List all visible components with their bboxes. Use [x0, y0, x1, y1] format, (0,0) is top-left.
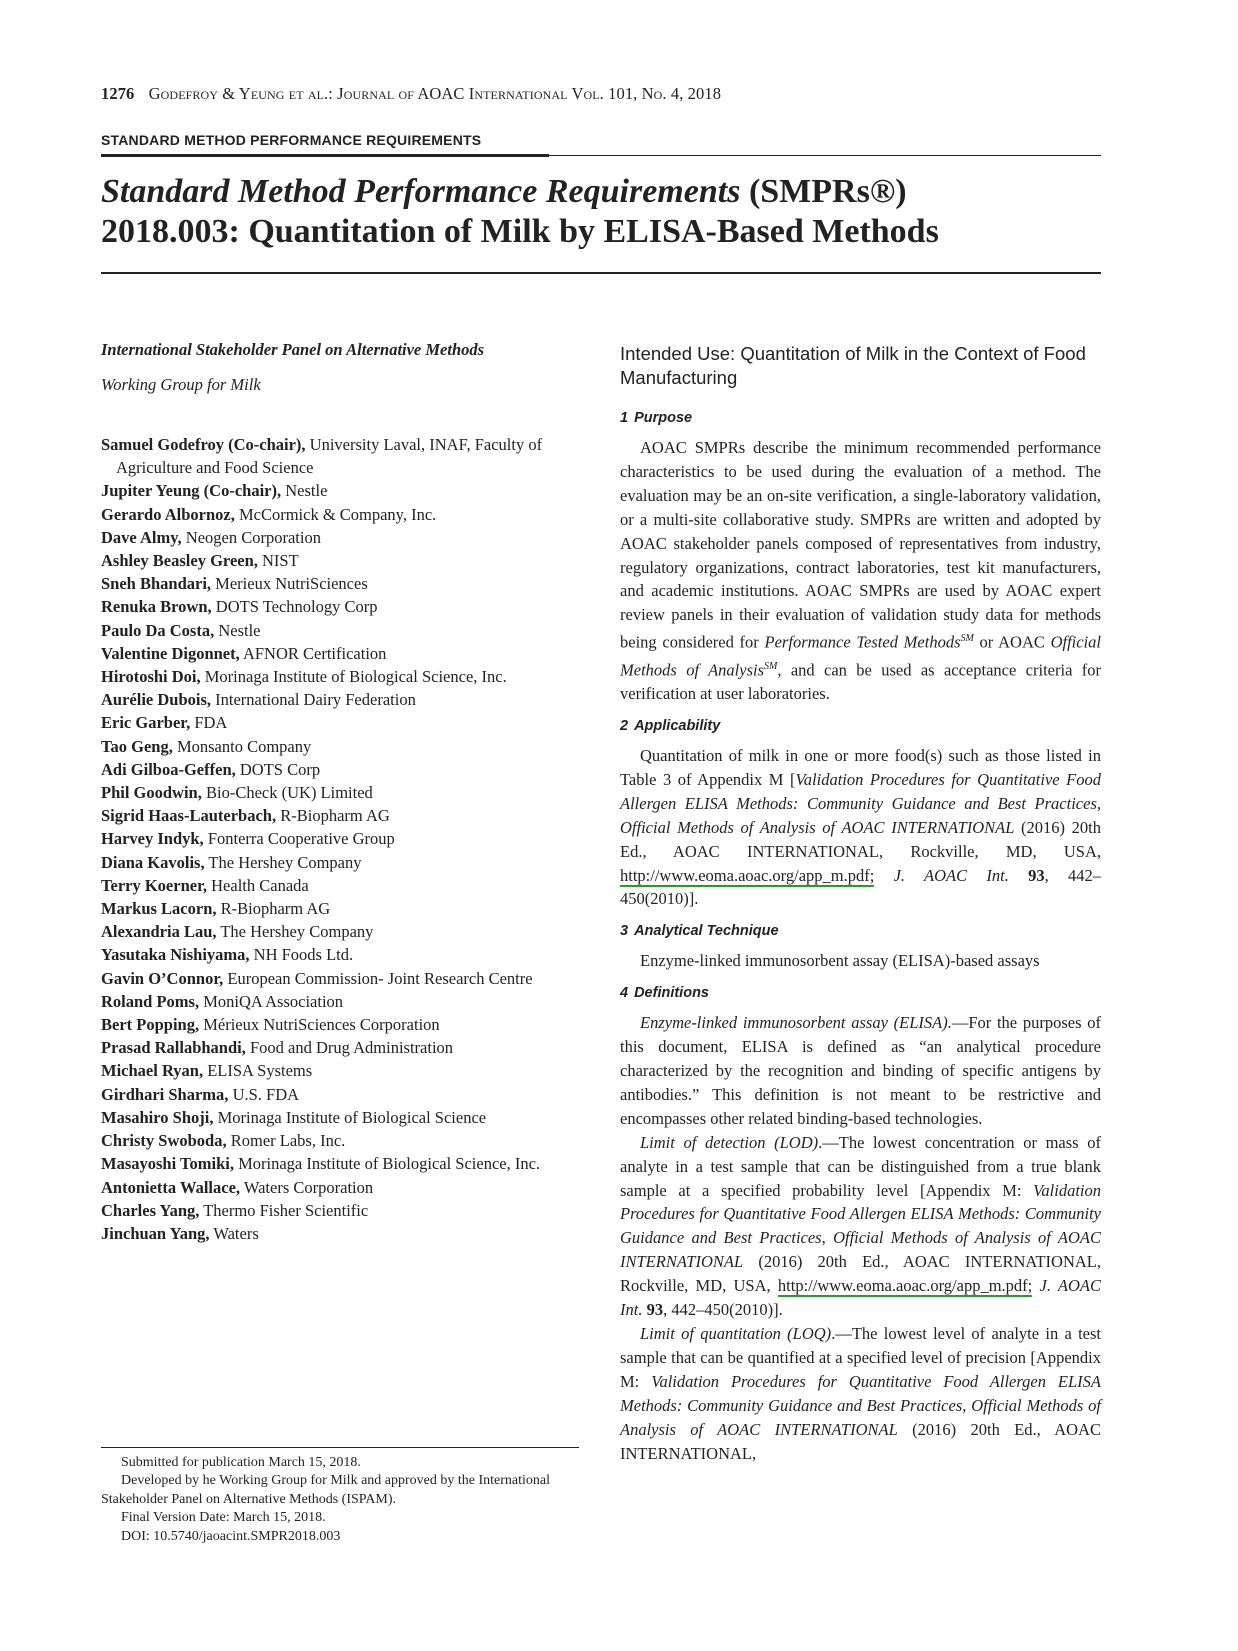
member-affiliation: Nestle: [214, 620, 261, 640]
applicability-text: Quantitation of milk in one or more food(s) such as those listed in Table 3 of Appendix M [: [620, 745, 1101, 789]
member-affiliation: Neogen Corporation: [181, 527, 321, 547]
member-entry: [101, 990, 591, 1013]
section-title: Analytical Technique: [634, 923, 779, 940]
member-affiliation: DOTS Corp: [235, 759, 321, 779]
purpose-paragraph: [620, 436, 1101, 706]
applicability-text: (2016) 20th Ed., AOAC INTERNATIONAL, Rockville, MD, USA,: [620, 817, 1102, 861]
member-affiliation: Monsanto Company: [172, 736, 312, 756]
member-name: Paulo Da Costa,: [101, 620, 215, 640]
member-affiliation: Food and Drug Administration: [245, 1038, 454, 1058]
section-title: Applicability: [634, 717, 721, 734]
member-affiliation: Morinaga Institute of Biological Science, Inc.: [233, 1154, 541, 1174]
loq-definition: [620, 1322, 1101, 1465]
member-name: Yasutaka Nishiyama,: [101, 945, 250, 965]
member-name: Masahiro Shoji,: [101, 1107, 214, 1127]
member-affiliation: McCormick & Company, Inc.: [234, 504, 437, 524]
section-number: 1: [620, 410, 629, 426]
member-name: Jinchuan Yang,: [101, 1223, 210, 1243]
member-name: Masayoshi Tomiki,: [101, 1154, 234, 1174]
working-group: Working Group for Milk: [101, 375, 261, 394]
member-entry: [101, 572, 591, 595]
section-rule-thin: [549, 155, 1101, 156]
member-affiliation: Merieux NutriSciences: [211, 574, 368, 594]
member-affiliation: The Hershey Company: [204, 852, 362, 872]
appendix-ref: Validation Procedures for Quantitative Food Allergen ELISA Methods: Community Guidance and Best Practices: [620, 1180, 1101, 1248]
definition-text: (2016) 20th Ed., AOAC INTERNATIONAL, Rockville, MD, USA,: [620, 1252, 1101, 1296]
right-column: [620, 342, 1101, 1465]
member-entry: [101, 642, 591, 665]
footnote-developed: Developed by he Working Group for Milk and approved by the International Stakeholder Panel on Alternative Methods (ISPAM).: [101, 1473, 551, 1507]
member-affiliation: R-Biopharm AG: [276, 806, 390, 826]
footnote-final-date: Final Version Date: March 15, 2018.: [121, 1510, 326, 1526]
member-affiliation: Bio-Check (UK) Limited: [201, 783, 373, 803]
applicability-paragraph: [620, 744, 1101, 911]
section-technique-heading: [620, 923, 1101, 939]
member-name: Renuka Brown,: [101, 597, 212, 617]
member-affiliation: U.S. FDA: [228, 1084, 300, 1104]
member-name: Hirotoshi Doi,: [101, 667, 201, 687]
member-affiliation: The Hershey Company: [216, 922, 374, 942]
member-entry: [101, 1013, 591, 1036]
member-affiliation: Health Canada: [207, 875, 309, 895]
member-name: Charles Yang,: [101, 1200, 200, 1220]
title-line2: 2018.003: Quantitation of Milk by ELISA-Based Methods: [101, 213, 939, 250]
member-affiliation: Waters: [209, 1223, 259, 1243]
member-affiliation: International Dairy Federation: [211, 690, 416, 710]
article-title: [101, 172, 1111, 252]
appendix-link[interactable]: http://www.eoma.aoac.org/app_m.pdf;: [620, 865, 875, 885]
oma-term: Official Methods of Analysis: [620, 632, 1102, 680]
member-name: Markus Lacorn,: [101, 899, 217, 919]
page-number: 1276: [101, 84, 135, 103]
member-name: Jupiter Yeung (Co-chair),: [101, 481, 282, 501]
member-entry: [101, 1199, 591, 1222]
member-affiliation: Morinaga Institute of Biological Science: [213, 1107, 487, 1127]
member-entry: [101, 874, 591, 897]
section-number: 3: [620, 923, 629, 940]
lod-definition: [620, 1131, 1101, 1322]
journal-pages: , 442–450(2010)].: [620, 865, 1102, 909]
purpose-text: AOAC SMPRs describe the minimum recommended performance characteristics to be used during the evaluation of a method. The evaluation may be an on-site verification, a single-laboratory validation, or a multi-site collaborative study. SMPRs are written and adopted by AOAC stakeholder panels composed of representatives from industry, regulatory organizations, contract laboratories, test kit manufacturers, and academic institutions. AOAC SMPRs are used by AOAC expert review panels in their evaluation of validation study data for methods being considered for: [620, 438, 1101, 652]
member-entry: [101, 804, 591, 827]
member-name: Michael Ryan,: [101, 1061, 204, 1081]
sm-mark: SM: [764, 660, 778, 672]
appendix-ref: Validation Procedures for Quantitative Food Allergen ELISA Methods: Community Guidance and Best Practices: [620, 769, 1102, 813]
definition-term: Enzyme-linked immunosorbent assay (ELISA).: [640, 1013, 952, 1033]
member-name: Prasad Rallabhandi,: [101, 1038, 246, 1058]
member-entry: [101, 1036, 591, 1059]
member-entry: [101, 433, 591, 479]
member-entry: [101, 595, 591, 618]
member-entry: [101, 479, 591, 502]
footnote: [101, 1454, 579, 1546]
member-affiliation: Thermo Fisher Scientific: [199, 1200, 369, 1220]
member-entry: [101, 1106, 591, 1129]
member-affiliation: European Commission- Joint Research Centre: [223, 968, 533, 988]
member-entry: [101, 735, 591, 758]
member-entry: [101, 943, 591, 966]
footnote-doi: DOI: 10.5740/jaoacint.SMPR2018.003: [121, 1528, 341, 1544]
member-name: Antonietta Wallace,: [101, 1177, 241, 1197]
technique-paragraph: Enzyme-linked immunosorbent assay (ELISA)-based assays: [640, 951, 1040, 971]
member-name: Terry Koerner,: [101, 875, 208, 895]
section-rule-thick: [101, 154, 549, 157]
section-title: Definitions: [634, 985, 709, 1002]
section-purpose-heading: [620, 410, 1101, 426]
member-entry: [101, 1222, 591, 1245]
member-name: Aurélie Dubois,: [101, 690, 212, 710]
member-entry: [101, 711, 591, 734]
member-affiliation: MoniQA Association: [199, 991, 344, 1011]
panel-name: International Stakeholder Panel on Alternative Methods: [101, 340, 485, 359]
member-entry: [101, 526, 591, 549]
member-entry: [101, 665, 591, 688]
journal-pages: , 442–450(2010)].: [663, 1300, 783, 1320]
section-title: Purpose: [634, 410, 693, 426]
member-affiliation: NH Foods Ltd.: [249, 945, 354, 965]
oma-ref: Official Methods of Analysis of AOAC INTERNATIONAL: [620, 1228, 1101, 1272]
separator: ,: [1096, 793, 1101, 813]
member-affiliation: Waters Corporation: [240, 1177, 374, 1197]
title-abbrev: (SMPRs®): [740, 173, 907, 210]
member-name: Phil Goodwin,: [101, 783, 202, 803]
member-affiliation: FDA: [190, 713, 228, 733]
purpose-text: or AOAC: [973, 632, 1051, 652]
member-entry: [101, 781, 591, 804]
member-affiliation: ELISA Systems: [203, 1061, 313, 1081]
running-head: [101, 84, 721, 104]
member-entry: [101, 758, 591, 781]
member-name: Gavin O’Connor,: [101, 968, 224, 988]
member-name: Sigrid Haas-Lauterbach,: [101, 806, 277, 826]
member-affiliation: AFNOR Certification: [239, 643, 387, 663]
intended-use: Intended Use: Quantitation of Milk in the Context of Food Manufacturing: [620, 343, 1086, 388]
member-name: Adi Gilboa-Geffen,: [101, 759, 236, 779]
member-name: Bert Popping,: [101, 1015, 200, 1035]
member-affiliation: Nestle: [281, 481, 328, 501]
member-entry: [101, 827, 591, 850]
member-entry: [101, 920, 591, 943]
definition-text: .—The lowest concentration or mass of analyte in a test sample that can be distinguished from a true blank sample at a specified probability level [Appendix M:: [620, 1132, 1101, 1200]
member-affiliation: University Laval, INAF, Faculty of Agriculture and Food Science: [116, 435, 543, 478]
member-entry: [101, 1152, 591, 1175]
member-entry: [101, 1059, 591, 1082]
member-entry: [101, 619, 591, 642]
running-title: Godefroy & Yeung et al.: Journal of AOAC International Vol. 101, No. 4, 2018: [148, 84, 722, 103]
journal-name: J. AOAC Int.: [874, 865, 1009, 885]
section-label: STANDARD METHOD PERFORMANCE REQUIREMENTS: [101, 132, 482, 148]
footnote-submitted: Submitted for publication March 15, 2018.: [121, 1455, 361, 1470]
member-entry: [101, 549, 591, 572]
member-affiliation: R-Biopharm AG: [216, 899, 331, 919]
member-affiliation: NIST: [257, 551, 299, 571]
member-entry: [101, 1176, 591, 1199]
member-list: [101, 433, 591, 1245]
separator: ,: [962, 1395, 972, 1415]
member-entry: [101, 851, 591, 874]
member-affiliation: Mérieux NutriSciences Corporation: [199, 1015, 440, 1035]
member-entry: [101, 503, 591, 526]
member-name: Diana Kavolis,: [101, 852, 205, 872]
oma-ref: Official Methods of Analysis of AOAC INTERNATIONAL: [620, 1395, 1101, 1439]
journal-name: J. AOAC Int.: [620, 1276, 1102, 1320]
journal-volume: 93: [1008, 865, 1045, 885]
member-name: Harvey Indyk,: [101, 829, 204, 849]
title-rule: [101, 272, 1101, 274]
member-name: Eric Garber,: [101, 713, 191, 733]
appendix-ref: Validation Procedures for Quantitative Food Allergen ELISA Methods: Community Guidance and Best Practices: [620, 1371, 1101, 1415]
definition-term: Limit of quantitation (LOQ): [640, 1324, 832, 1343]
purpose-text: , and can be used as acceptance criteria for verification at user laboratories.: [620, 660, 1101, 704]
elisa-definition: [620, 1011, 1101, 1131]
member-affiliation: DOTS Technology Corp: [211, 597, 378, 617]
journal-volume: 93: [642, 1300, 664, 1320]
member-name: Gerardo Albornoz,: [101, 504, 235, 524]
member-name: Valentine Digonnet,: [101, 643, 240, 663]
member-name: Girdhari Sharma,: [101, 1084, 229, 1104]
member-name: Christy Swoboda,: [101, 1131, 227, 1151]
definition-text: —For the purposes of this document, ELISA is defined as “an analytical procedure characterized by the recognition and binding of specific antigens by antibodies.” This definition is not meant to be restrictive and encompasses other related binding-based technologies.: [620, 1013, 1101, 1128]
member-entry: [101, 897, 591, 920]
appendix-link[interactable]: http://www.eoma.aoac.org/app_m.pdf;: [777, 1276, 1033, 1296]
section-number: 4: [620, 985, 629, 1002]
member-name: Samuel Godefroy (Co-chair),: [101, 435, 306, 454]
member-name: Alexandria Lau,: [101, 922, 217, 942]
member-name: Tao Geng,: [101, 736, 173, 756]
member-entry: [101, 688, 591, 711]
section-applicability-heading: [620, 718, 1101, 734]
member-entry: [101, 967, 591, 990]
member-name: Ashley Beasley Green,: [101, 551, 258, 571]
sm-mark: SM: [960, 633, 974, 645]
left-column: [101, 340, 591, 1245]
member-name: Roland Poms,: [101, 991, 200, 1011]
section-number: 2: [620, 717, 629, 734]
title-italic: Standard Method Performance Requirements: [101, 173, 741, 210]
oma-ref: Official Methods of Analysis of AOAC INTERNATIONAL: [620, 817, 1015, 837]
section-definitions-heading: [620, 985, 1101, 1001]
definition-term: Limit of detection (LOD): [640, 1132, 819, 1152]
member-affiliation: Morinaga Institute of Biological Science, Inc.: [200, 667, 507, 687]
definition-text: .—The lowest level of analyte in a test sample that can be quantified at a specified level of precision [Appendix M:: [620, 1324, 1101, 1391]
footnote-rule: [101, 1447, 579, 1448]
member-name: Dave Almy,: [101, 527, 182, 547]
separator: ,: [821, 1228, 834, 1248]
member-affiliation: Fonterra Cooperative Group: [203, 829, 395, 849]
definition-text: (2016) 20th Ed., AOAC INTERNATIONAL,: [620, 1419, 1101, 1463]
member-entry: [101, 1129, 591, 1152]
member-affiliation: Romer Labs, Inc.: [226, 1131, 346, 1151]
member-name: Sneh Bhandari,: [101, 574, 212, 594]
member-entry: [101, 1083, 591, 1106]
ptm-term: Performance Tested Methods: [764, 632, 961, 652]
